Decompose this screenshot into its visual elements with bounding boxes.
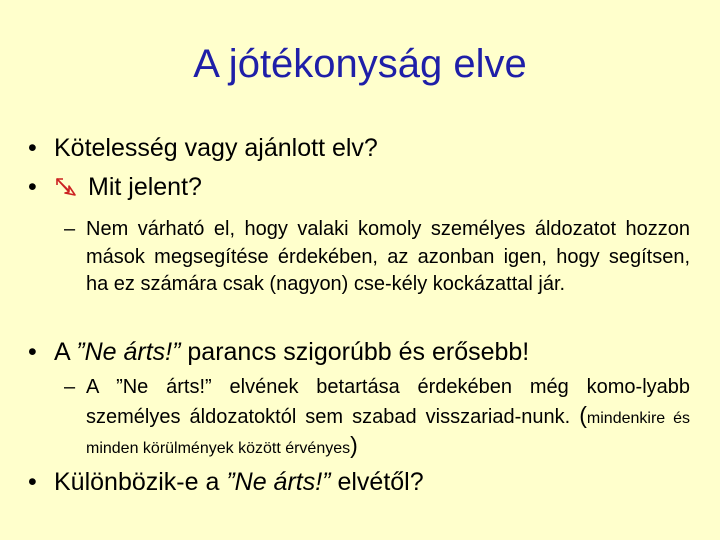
hollow-arrow-icon bbox=[54, 173, 88, 207]
bullet-2-text: Mit jelent? bbox=[88, 173, 202, 201]
sub-bullet-2-paren-text: mindenkire és minden körülmények között érvényes bbox=[86, 409, 690, 457]
bullet-3-pre: A bbox=[54, 338, 77, 366]
bullet-2 bbox=[28, 170, 202, 207]
bullet-marker: • bbox=[28, 134, 37, 162]
bullet-4-emphasis: ”Ne árts!” bbox=[226, 468, 331, 496]
sub-bullet-1 bbox=[64, 216, 690, 299]
dash-marker: – bbox=[64, 376, 76, 398]
bullet-4 bbox=[28, 465, 424, 499]
bullet-1-text: Kötelesség vagy ajánlott elv? bbox=[54, 134, 378, 162]
bullet-4-post: elvétől? bbox=[330, 468, 424, 496]
bullet-marker: • bbox=[28, 173, 37, 201]
bullet-marker: • bbox=[28, 338, 37, 366]
bullet-3-emphasis: ”Ne árts!” bbox=[76, 338, 181, 366]
bullet-marker: • bbox=[28, 468, 37, 496]
bullet-4-pre: Különbözik-e a bbox=[54, 468, 227, 496]
bullet-3 bbox=[28, 335, 529, 369]
bullet-1 bbox=[28, 131, 378, 165]
sub-bullet-2-text bbox=[86, 374, 690, 463]
slide-title: A jótékonyság elve bbox=[193, 42, 527, 86]
paren-close: ) bbox=[350, 432, 358, 458]
sub-bullet-1-text: Nem várható el, hogy valaki komoly személyes áldozatot hozzon mások megsegítése érdekében, az azonban igen, hogy segítsen, ha ez számára csak (nagyon) cse-kély kockázattal jár. bbox=[86, 218, 690, 295]
dash-marker: – bbox=[64, 218, 76, 240]
sub-bullet-2 bbox=[64, 374, 690, 463]
paren-open: ( bbox=[579, 401, 587, 428]
bullet-3-post: parancs szigorúbb és erősebb! bbox=[180, 338, 530, 366]
sub-bullet-2-main: A ”Ne árts!” elvének betartása érdekében még komo-lyabb személyes áldozatoktól sem szabad visszariad-nunk. bbox=[86, 376, 690, 428]
